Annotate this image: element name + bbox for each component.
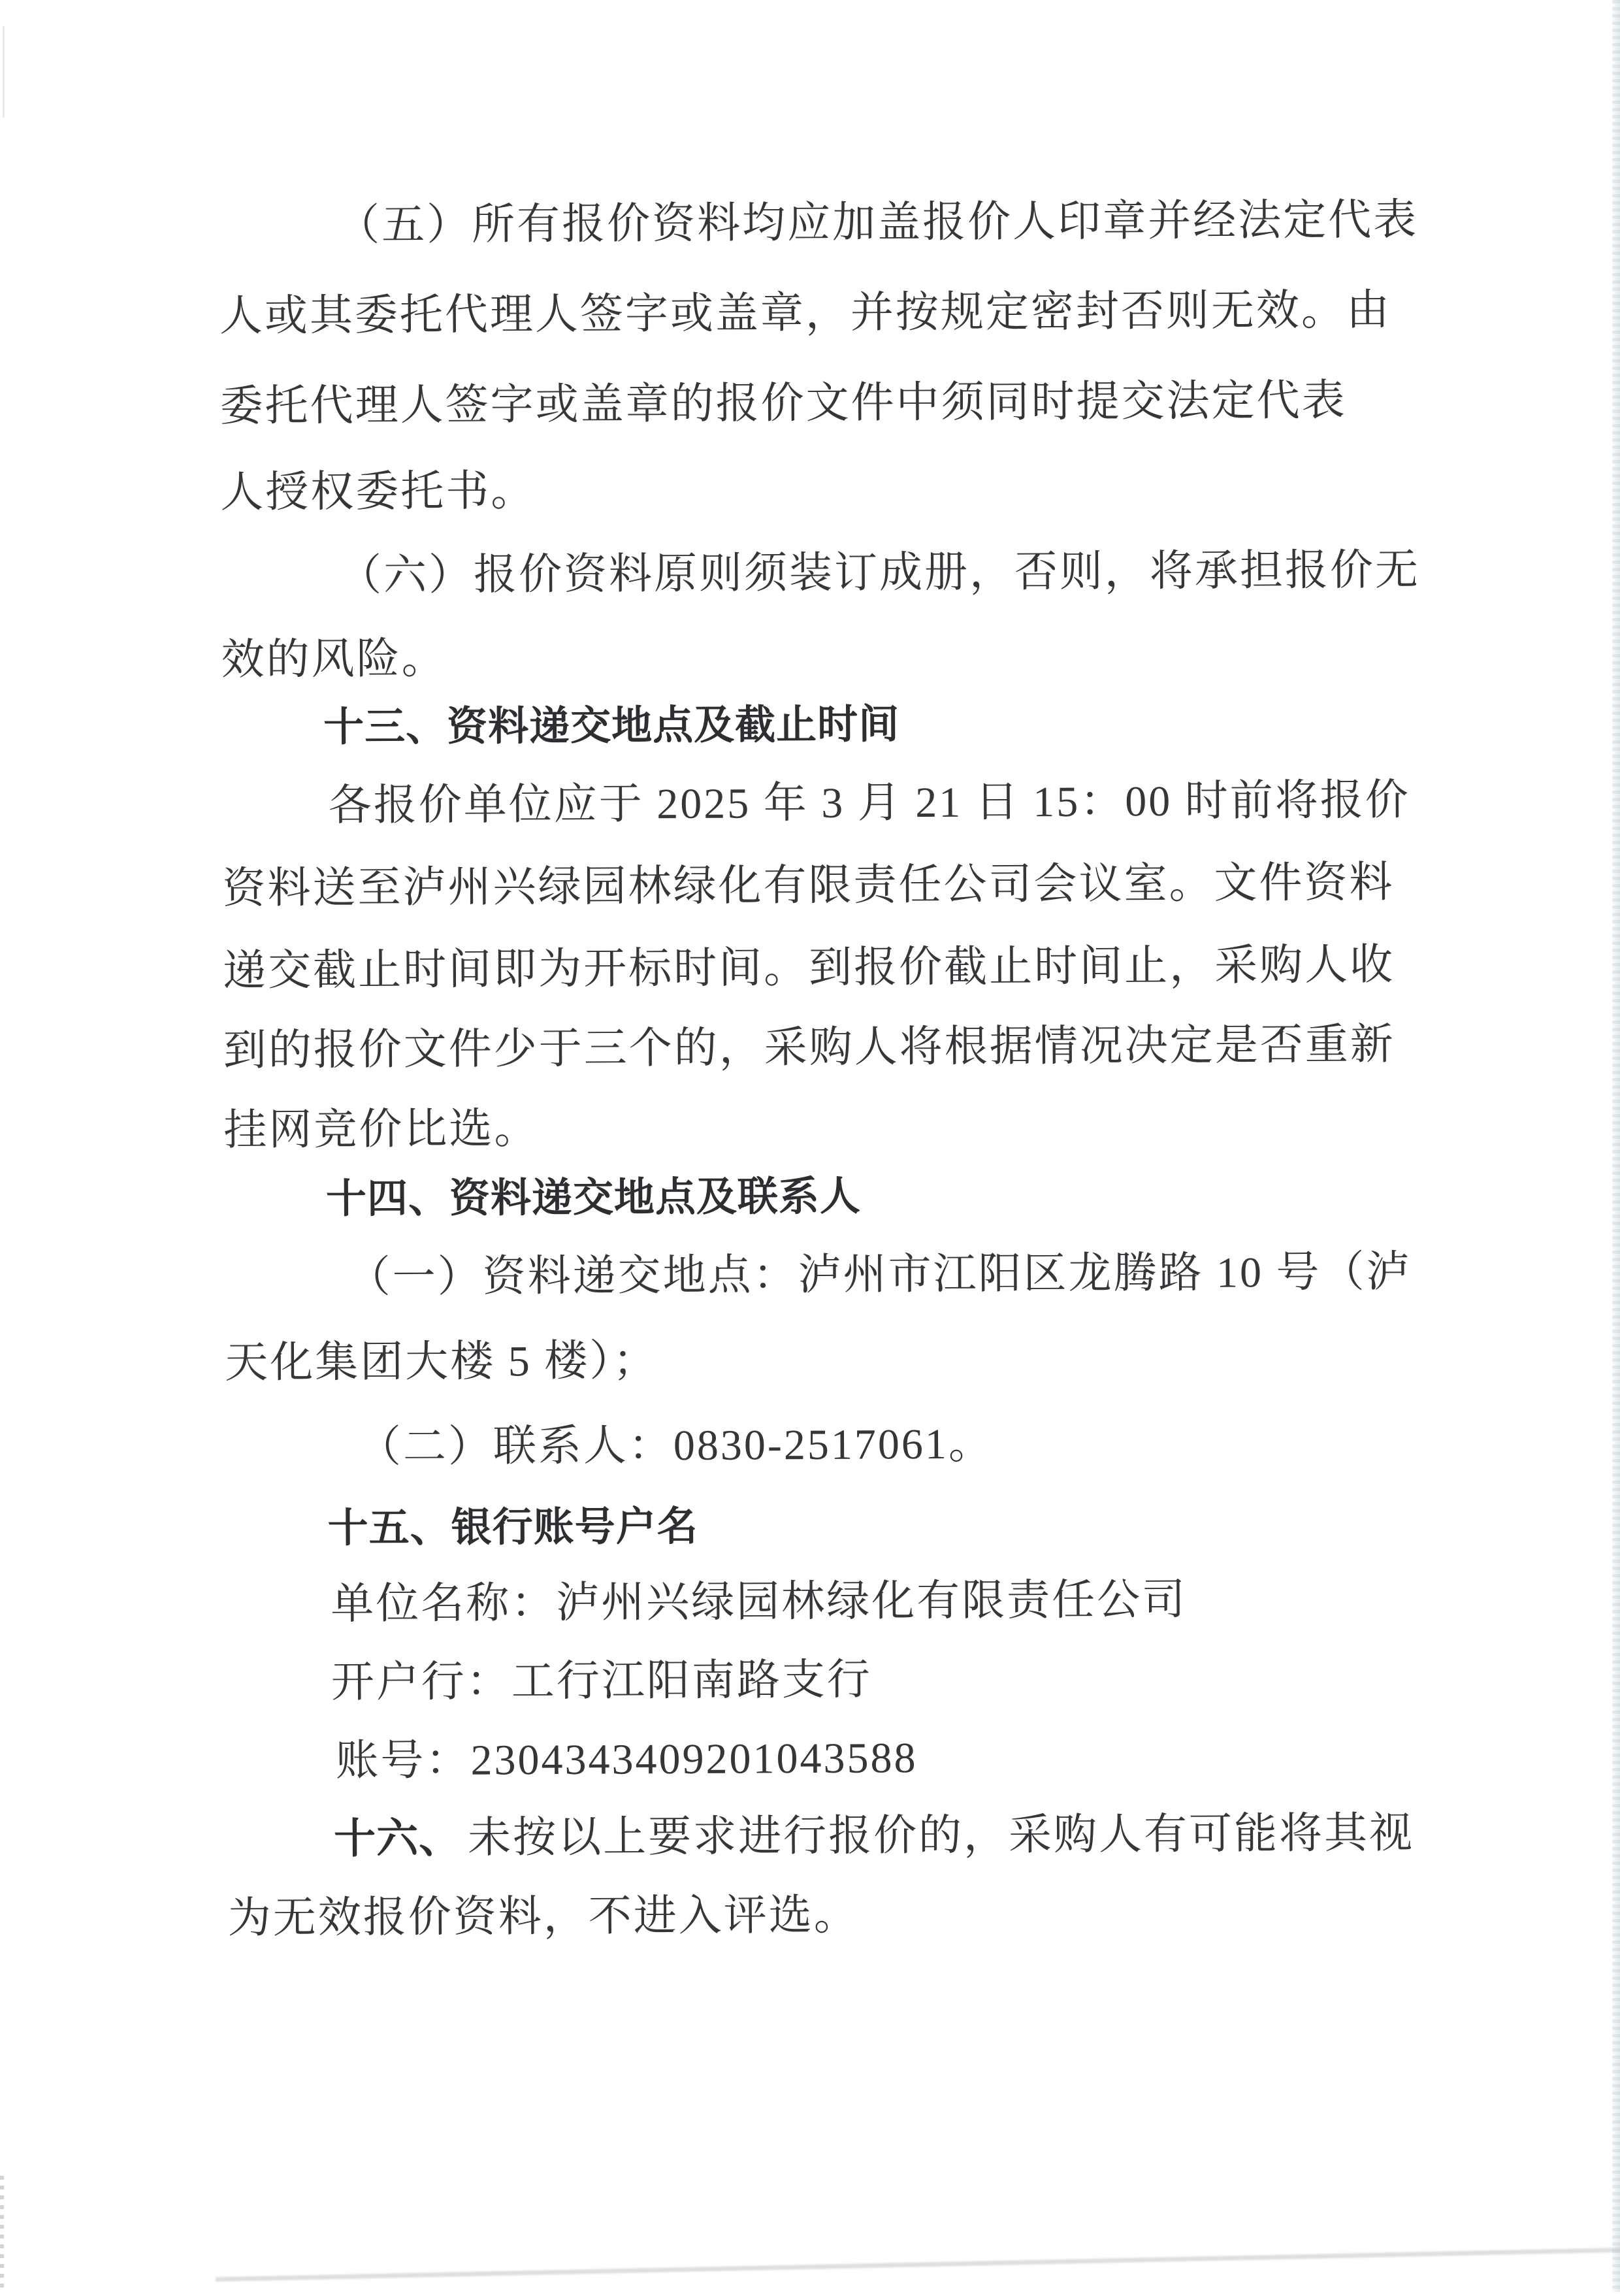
doc-line: 委托代理人签字或盖章的报价文件中须同时提交法定代表	[219, 376, 1347, 431]
doc-line: （六）报价资料原则须装订成册，否则，将承担报价无	[338, 546, 1421, 600]
doc-line: 资料送至泸州兴绿园林绿化有限责任公司会议室。文件资料	[222, 859, 1395, 913]
doc-line: 天化集团大楼 5 楼）；	[225, 1337, 658, 1387]
doc-line-contact-phone: （二）联系人：0830-2517061。	[357, 1420, 994, 1471]
doc-line: 各报价单位应于 2025 年 3 月 21 日 15：00 时前将报价	[328, 776, 1410, 830]
doc-line: 效的风险。	[221, 634, 447, 684]
doc-line-text: 未按以上要求进行报价的，采购人有可能将其视	[467, 1809, 1415, 1862]
scan-left-edge-artifact	[3, 26, 5, 118]
doc-line-bank-branch: 开户行：工行江阳南路支行	[331, 1656, 873, 1707]
doc-line: 为无效报价资料，不进入评选。	[227, 1891, 859, 1943]
section-heading-16-label: 十六、	[333, 1814, 462, 1862]
doc-line: 人授权委托书。	[220, 467, 536, 517]
section-heading-13: 十三、资料递交地点及截止时间	[323, 702, 900, 750]
doc-line: 递交截止时间即为开标时间。到报价截止时间止，采购人收	[222, 941, 1395, 995]
doc-line: （一）资料递交地点：泸州市江阳区龙腾路 10 号（泸	[347, 1248, 1412, 1302]
scan-right-edge-artifact	[1612, 0, 1620, 2292]
doc-line: 挂网竞价比选。	[223, 1105, 540, 1155]
doc-line-account-number: 账号：2304343409201043588	[335, 1734, 918, 1785]
doc-line	[334, 1803, 1414, 1869]
doc-line: （五）所有报价资料均应加盖报价人印章并经法定代表	[336, 196, 1419, 250]
doc-line: 到的报价文件少于三个的，采购人将根据情况决定是否重新	[223, 1021, 1395, 1075]
scan-corner-artifact	[0, 2176, 4, 2292]
section-heading-14: 十四、资料递交地点及联系人	[325, 1173, 862, 1222]
doc-line-company-name: 单位名称：泸州兴绿园林绿化有限责任公司	[331, 1575, 1188, 1628]
doc-line: 人或其委托代理人签字或盖章，并按规定密封否则无效。由	[219, 286, 1392, 340]
section-heading-15: 十五、银行账号户名	[327, 1503, 698, 1551]
